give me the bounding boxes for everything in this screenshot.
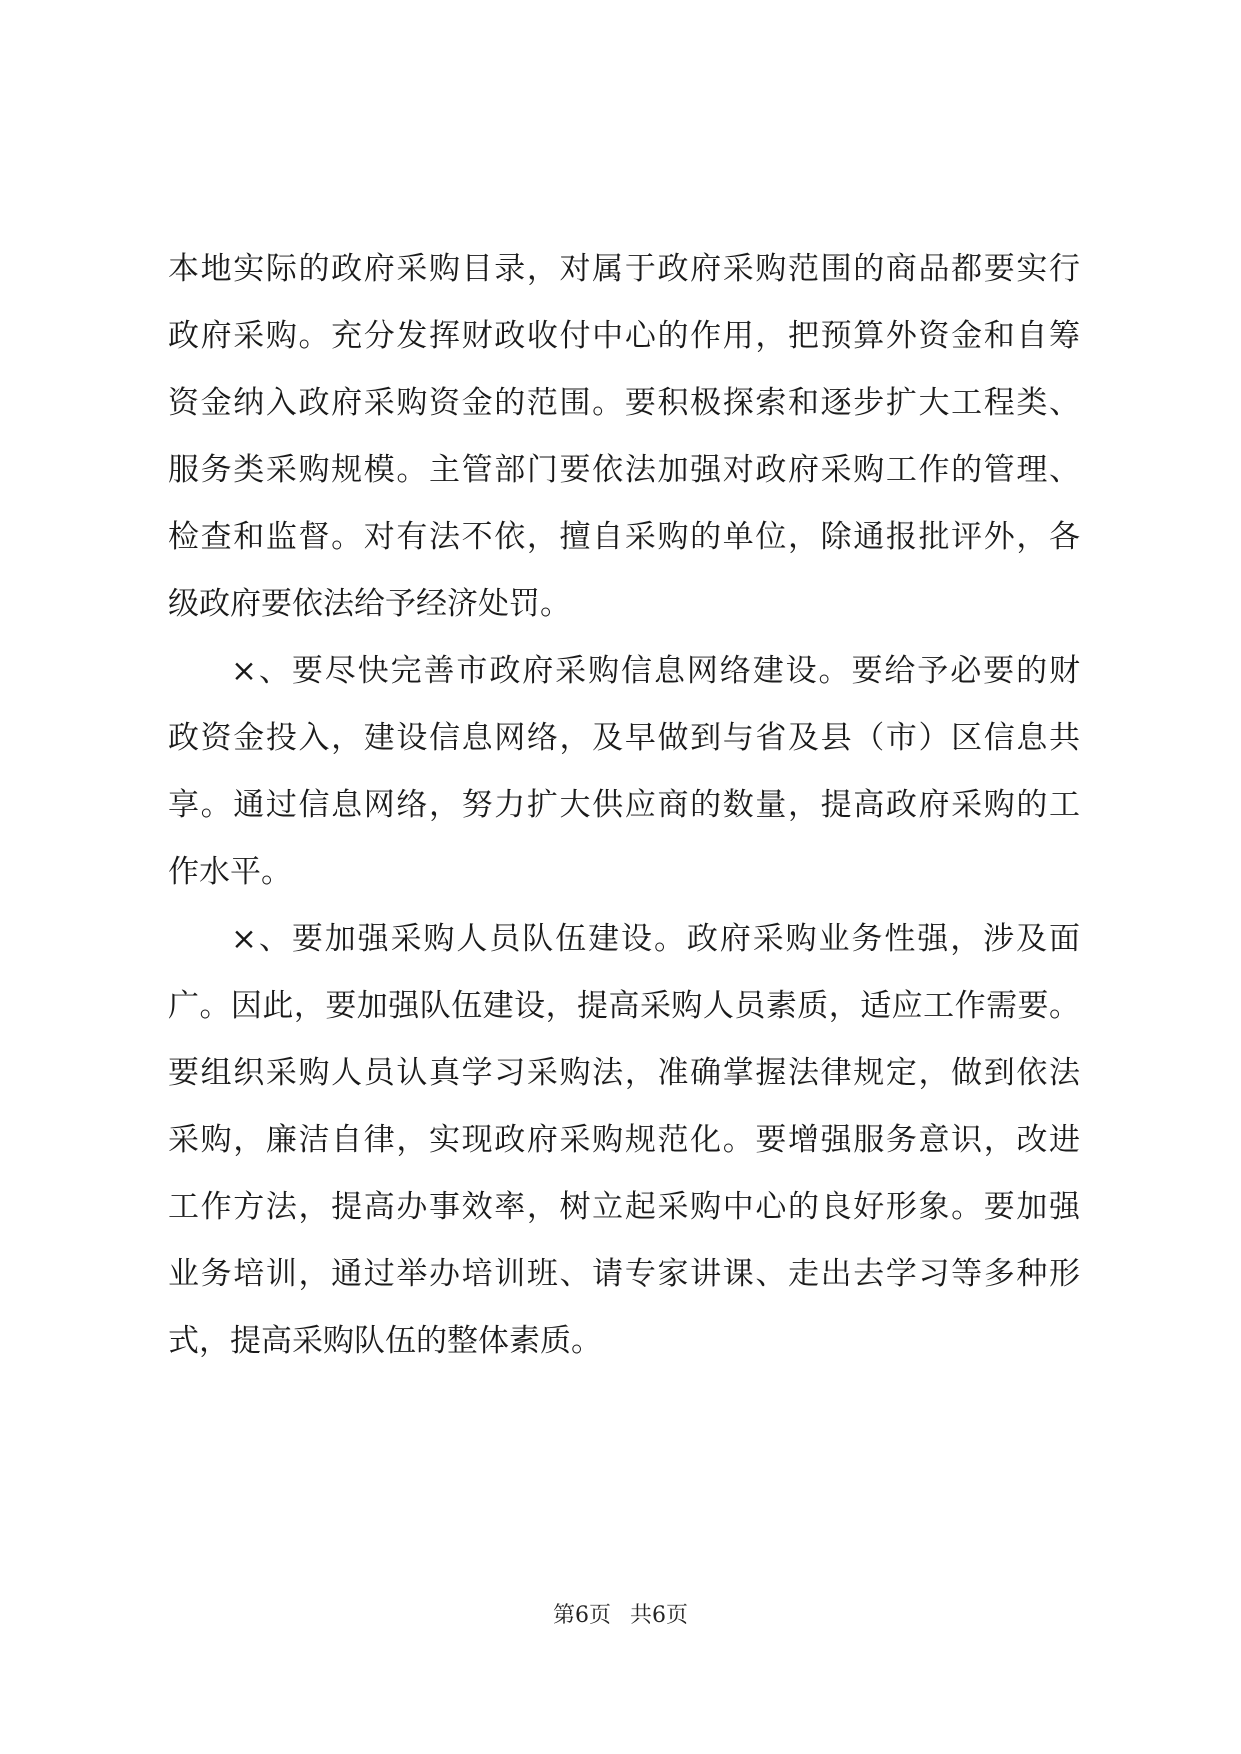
document-body	[168, 236, 1080, 1375]
paragraph-line: 采购，廉洁自律，实现政府采购规范化。要增强服务意识，改进	[168, 1122, 1080, 1158]
paragraph-line: 本地实际的政府采购目录，对属于政府采购范围的商品都要实行	[168, 251, 1080, 287]
paragraph-line: 要组织采购人员认真学习采购法，准确掌握法律规定，做到依法	[168, 1055, 1080, 1091]
paragraph-line: 业务培训，通过举办培训班、请专家讲课、走出去学习等多种形	[168, 1256, 1080, 1292]
paragraph-line: 政资金投入，建设信息网络，及早做到与省及县（市）区信息共	[168, 720, 1080, 756]
paragraph-line: 享。通过信息网络，努力扩大供应商的数量，提高政府采购的工	[168, 787, 1080, 823]
paragraph-line: 作水平。	[168, 854, 292, 890]
page-footer	[0, 1601, 1241, 1631]
paragraph-3	[168, 906, 1080, 1375]
page-number-current: 第6页	[553, 1603, 611, 1628]
paragraph-line: 资金纳入政府采购资金的范围。要积极探索和逐步扩大工程类、	[168, 385, 1080, 421]
paragraph-line: 式，提高采购队伍的整体素质。	[168, 1323, 602, 1359]
paragraph-2	[168, 638, 1080, 906]
paragraph-line: 级政府要依法给予经济处罚。	[168, 586, 571, 622]
paragraph-line: 广。因此，要加强队伍建设，提高采购人员素质，适应工作需要。	[168, 988, 1080, 1024]
page-number-total: 共6页	[630, 1603, 688, 1628]
paragraph-line: ×、要尽快完善市政府采购信息网络建设。要给予必要的财	[231, 653, 1080, 689]
paragraph-1	[168, 236, 1080, 638]
paragraph-line: 政府采购。充分发挥财政收付中心的作用，把预算外资金和自筹	[168, 318, 1080, 354]
paragraph-line: 服务类采购规模。主管部门要依法加强对政府采购工作的管理、	[168, 452, 1080, 488]
paragraph-line: 检查和监督。对有法不依，擅自采购的单位，除通报批评外，各	[168, 519, 1080, 555]
paragraph-line: ×、要加强采购人员队伍建设。政府采购业务性强，涉及面	[231, 921, 1080, 957]
paragraph-line: 工作方法，提高办事效率，树立起采购中心的良好形象。要加强	[168, 1189, 1080, 1225]
